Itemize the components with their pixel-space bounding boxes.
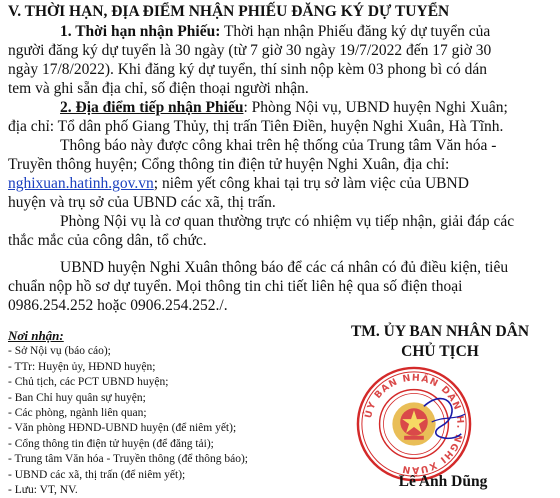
- signature-block: [320, 322, 560, 362]
- paragraph-contact: [8, 258, 548, 315]
- recipient-item: - UBND các xã, thị trấn (để niêm yết);: [8, 468, 186, 481]
- official-seal-icon: [355, 365, 473, 483]
- paragraph-publication: [8, 136, 548, 212]
- seal-text: ỦY BAN NHÂN DÂN H. NGHI XUÂN: [363, 372, 466, 476]
- paragraph-deadline: [8, 22, 548, 98]
- recipient-item: - Chủ tịch, các PCT UBND huyện;: [8, 376, 169, 389]
- signer-name: Lê Anh Dũng: [398, 473, 488, 490]
- deadline-label: 1. Thời hạn nhận Phiếu:: [60, 23, 221, 40]
- publication-text-4: huyện và trụ sở của UBND các xã, thị trấn.: [8, 194, 276, 211]
- recipient-item: - Trung tâm Văn hóa - Truyền thông (để thông báo);: [8, 453, 249, 466]
- website-link[interactable]: nghixuan.hatinh.gov.vn: [8, 175, 154, 192]
- recipient-item: - Ban Chỉ huy quân sự huyện;: [8, 391, 146, 404]
- deadline-text-4: tem và ghi sẵn địa chỉ, số điện thoại người nhận.: [8, 80, 309, 97]
- recipient-item: - Các phòng, ngành liên quan;: [8, 407, 147, 420]
- paragraph-location: [8, 98, 548, 136]
- recipient-item: - Văn phòng HĐND-UBND huyện (để niêm yết);: [8, 422, 237, 435]
- deadline-text-3: ngày 17/8/2022). Khi đăng ký dự tuyển, thí sinh nộp kèm 03 phong bì có dán: [8, 61, 487, 78]
- responsibility-text-1: Phòng Nội vụ là cơ quan thường trực có nhiệm vụ tiếp nhận, giải đáp các: [60, 213, 515, 230]
- responsibility-text-2: thắc mắc của công dân, tổ chức.: [8, 232, 207, 249]
- contact-text-2: chuẩn nộp hồ sơ dự tuyển. Mọi thông tin chi tiết liên hệ qua số điện thoại: [8, 278, 463, 295]
- deadline-text-2: người đăng ký dự tuyển là 30 ngày (từ 7 giờ 30 ngày 19/7/2022 đến 17 giờ 30: [8, 42, 492, 59]
- recipient-item: - TTr: Huyện ủy, HĐND huyện;: [8, 360, 156, 373]
- publication-text-1: Thông báo này được công khai trên hệ thống của Trung tâm Văn hóa -: [60, 137, 497, 154]
- recipients-heading: Nơi nhận:: [8, 328, 64, 343]
- location-label: 2. Địa điểm tiếp nhận Phiếu: [60, 99, 244, 116]
- recipient-item: - Lưu: VT, NV.: [8, 484, 78, 497]
- publication-text-2: Truyền thông huyện; Cổng thông tin điện tử huyện Nghi Xuân, địa chỉ:: [8, 156, 450, 173]
- location-text-1: : Phòng Nội vụ, UBND huyện Nghi Xuân;: [243, 99, 508, 116]
- contact-text-3: 0986.254.252 hoặc 0906.254.252./.: [8, 297, 228, 314]
- recipients-list: [8, 328, 308, 498]
- section-title: V. THỜI HẠN, ĐỊA ĐIỂM NHẬN PHIẾU ĐĂNG KÝ DỰ TUYỂN: [8, 3, 450, 20]
- recipient-item: - Sở Nội vụ (báo cáo);: [8, 345, 111, 358]
- contact-text-1: UBND huyện Nghi Xuân thông báo để các cá nhân có đủ điều kiện, tiêu: [60, 259, 509, 276]
- location-text-2: địa chỉ: Tổ dân phố Giang Thủy, thị trấn Tiên Điền, huyện Nghi Xuân, Hà Tĩnh.: [8, 118, 504, 135]
- deadline-text-1: Thời hạn nhận Phiếu đăng ký dự tuyển của: [220, 23, 491, 40]
- publication-text-3: ; niêm yết công khai tại trụ sở làm việc của UBND: [153, 175, 469, 192]
- recipient-item: - Cổng thông tin điện tử huyện (để đăng tải);: [8, 437, 214, 450]
- signature-authority: TM. ỦY BAN NHÂN DÂN: [350, 323, 530, 340]
- signature-title: CHỦ TỊCH: [401, 343, 479, 360]
- paragraph-responsibility: [8, 212, 548, 250]
